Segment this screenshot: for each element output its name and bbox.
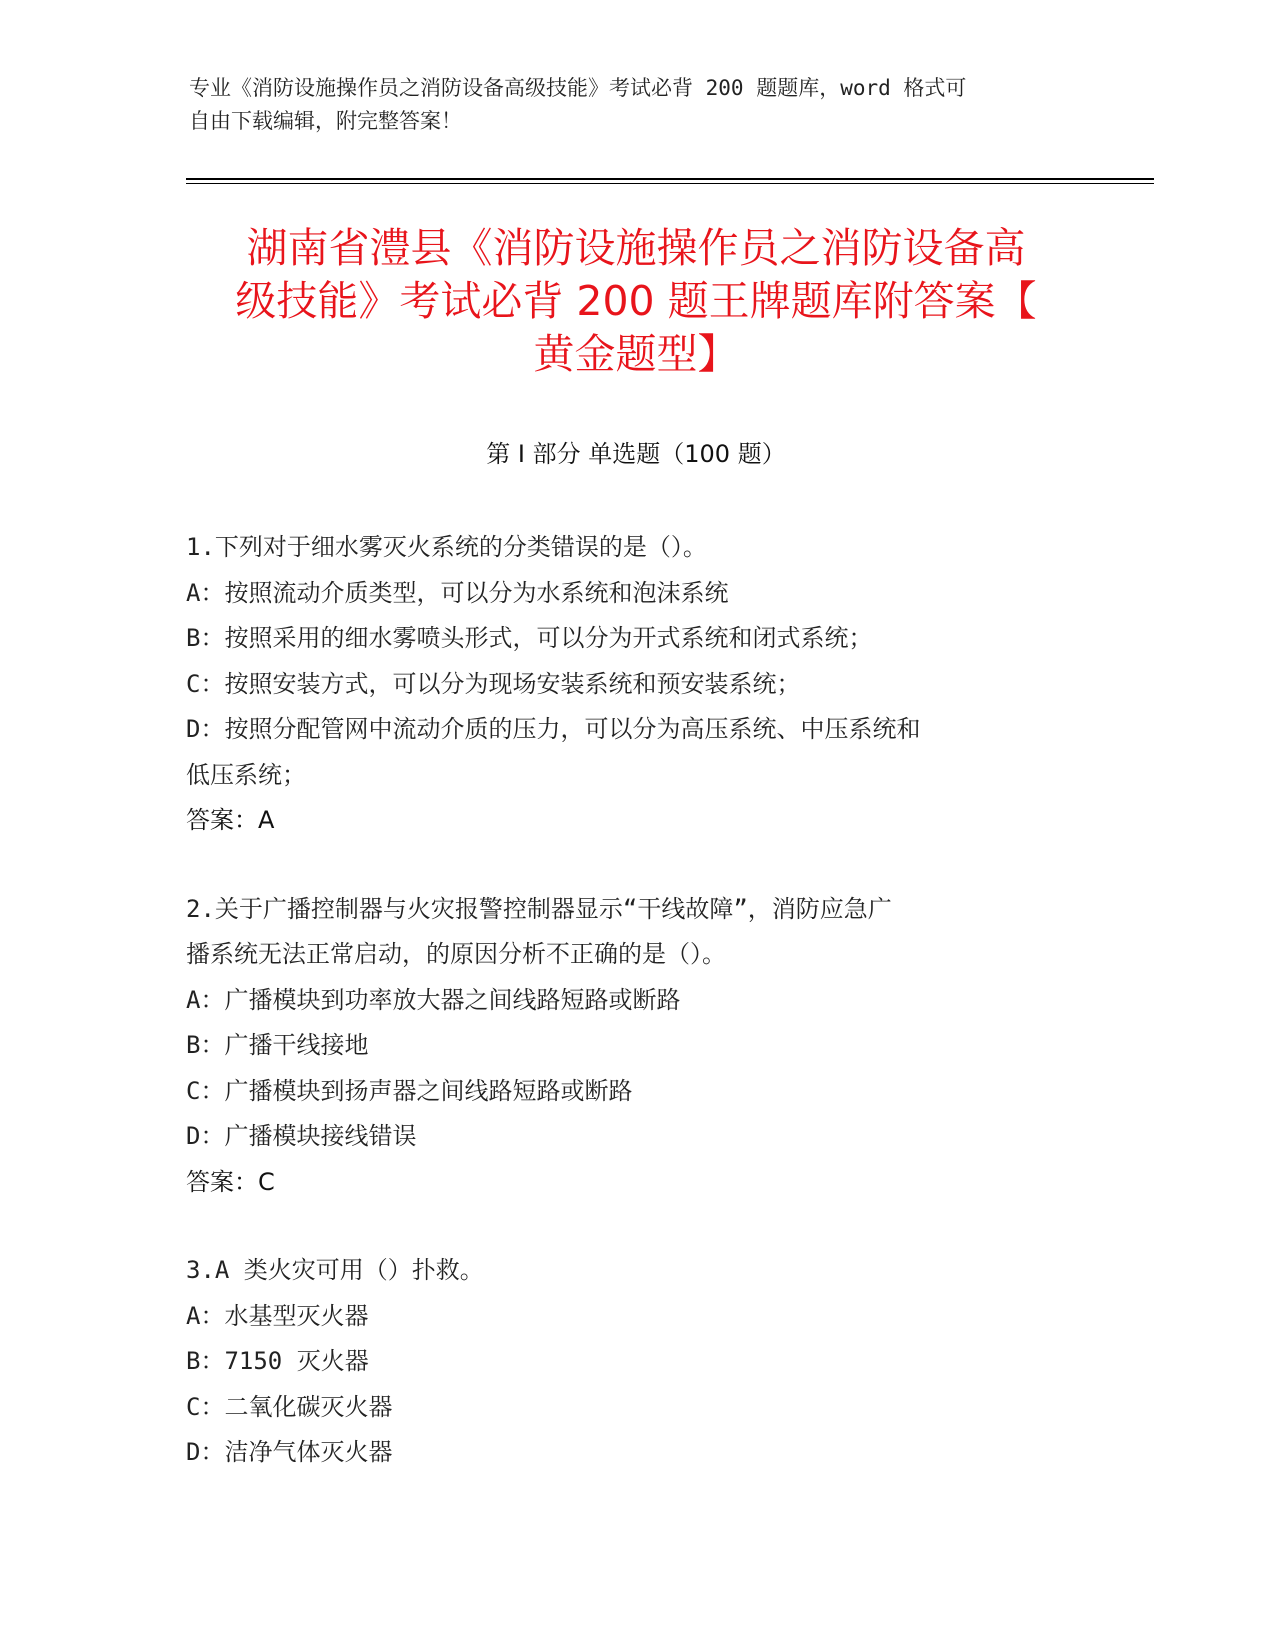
question-list [186,525,1086,1519]
option-b: B：按照采用的细水雾喷头形式，可以分为开式系统和闭式系统； [186,624,873,652]
option-c: C：广播模块到扬声器之间线路短路或断路 [186,1076,633,1105]
option-c: C：二氧化碳灭火器 [186,1392,393,1421]
question-item [186,1248,1086,1476]
option-b: B：广播干线接地 [186,1031,369,1059]
title-line: 级技能》考试必背 200 题王牌题库附答案【 [235,277,1037,325]
header-note [189,72,1089,138]
section-heading: 第 I 部分 单选题（100 题） [486,440,786,468]
option-d-continued: 低压系统； [186,760,306,789]
question-item [186,887,1086,1206]
question-stem: 2.关于广播控制器与火灾报警控制器显示“干线故障”，消防应急广 [186,894,892,923]
option-c: C：按照安装方式，可以分为现场安装系统和预安装系统； [186,669,801,698]
option-a: A：按照流动介质类型，可以分为水系统和泡沫系统 [186,578,729,607]
header-divider-thick [186,178,1154,180]
question-stem-continued: 播系统无法正常启动，的原因分析不正确的是（）。 [186,940,726,968]
question-stem: 1.下列对于细水雾灭火系统的分类错误的是（）。 [186,533,707,561]
question-item [186,525,1086,844]
title-line: 湖南省澧县《消防设施操作员之消防设备高 [246,224,1026,272]
option-a: A：广播模块到功率放大器之间线路短路或断路 [186,985,681,1014]
option-a: A：水基型灭火器 [186,1301,369,1330]
answer-label: 答案：C [186,1167,275,1196]
header-note-line: 专业《消防设施操作员之消防设备高级技能》考试必背 200 题题库，word 格式可 [189,76,967,100]
title-line: 黄金题型】 [533,330,739,378]
option-b: B：7150 灭火器 [186,1347,369,1375]
option-d: D：洁净气体灭火器 [186,1438,393,1466]
answer-label: 答案：A [186,806,275,834]
question-stem: 3.A 类火灾可用（）扑救。 [186,1256,484,1284]
option-d: D：按照分配管网中流动介质的压力，可以分为高压系统、中压系统和 [186,715,921,743]
header-divider-thin [186,183,1154,184]
option-d: D：广播模块接线错误 [186,1122,417,1150]
document-title [186,222,1086,381]
header-note-line: 自由下载编辑，附完整答案！ [189,109,462,133]
